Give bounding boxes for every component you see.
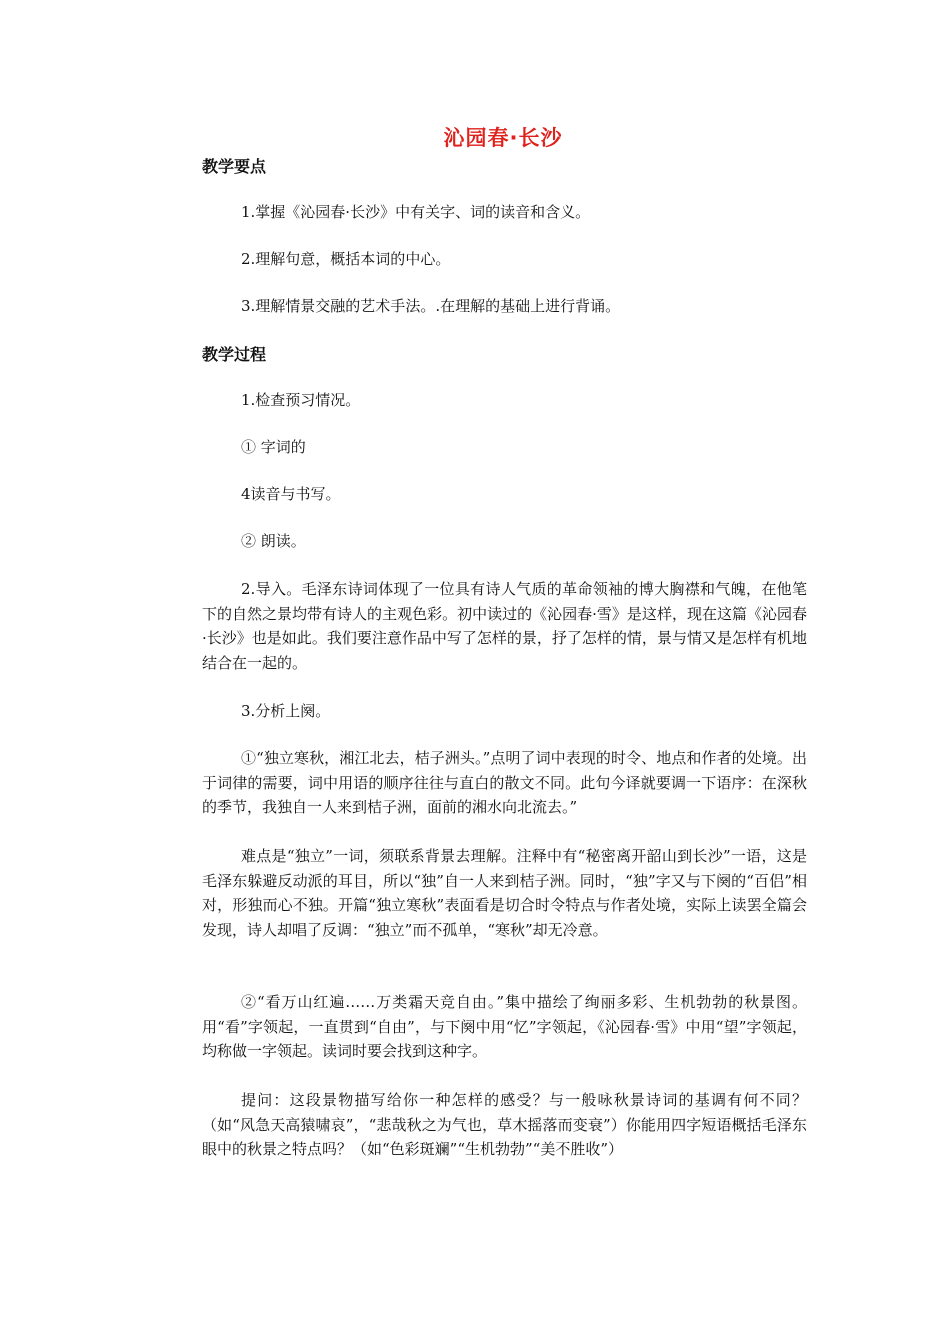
page-title: 沁园春·长沙 — [443, 126, 563, 150]
process-line: ② 朗读。 — [241, 532, 306, 550]
paragraph-analysis-2: ②“看万山红遍……万类霜天竞自由。”集中描绘了绚丽多彩、生机勃勃的秋景图。用“看”字领起，一直贯到“自由”，与下阕中用“忆”字领起，《沁园春·雪》中用“望”字领起，均称做一字领起。读词时要会找到这种字。 — [202, 993, 807, 1060]
key-point-item: 2.理解句意，概括本词的中心。 — [241, 250, 451, 268]
key-point-item: 3.理解情景交融的艺术手法。.在理解的基础上进行背诵。 — [241, 297, 621, 315]
process-line: 4读音与书写。 — [241, 485, 341, 503]
paragraph-analysis-heading: 3.分析上阕。 — [241, 702, 331, 720]
paragraph-question: 提问：这段景物描写给你一种怎样的感受？与一般咏秋景诗词的基调有何不同？（如“风急天高猿啸哀”，“悲哉秋之为气也，草木摇落而变衰”）你能用四字短语概括毛泽东眼中的秋景之特点吗？（如“色彩斑斓”“生机勃勃”“美不胜收”） — [202, 1091, 807, 1158]
paragraph-difficulty: 难点是“独立”一词，须联系背景去理解。注释中有“秘密离开韶山到长沙”一语，这是毛泽东躲避反动派的耳目，所以“独”自一人来到桔子洲。同时，“独”字又与下阕的“百侣”相对，形独而心不独。开篇“独立寒秋”表面看是切合时令特点与作者处境，实际上读罢全篇会发现，诗人却唱了反调：“独立”而不孤单，“寒秋”却无冷意。 — [202, 847, 807, 939]
key-point-item: 1.掌握《沁园春·长沙》中有关字、词的读音和含义。 — [241, 203, 591, 221]
process-line: 1.检查预习情况。 — [241, 391, 361, 409]
section-heading-process: 教学过程 — [202, 345, 267, 364]
paragraph-analysis-1: ①“独立寒秋，湘江北去，桔子洲头。”点明了词中表现的时令、地点和作者的处境。出于词律的需要，词中用语的顺序往往与直白的散文不同。此句今译就要调一下语序：在深秋的季节，我独自一人来到桔子洲，面前的湘水向北流去。” — [202, 749, 807, 816]
paragraph-intro: 2.导入。毛泽东诗词体现了一位具有诗人气质的革命领袖的博大胸襟和气魄，在他笔下的自然之景均带有诗人的主观色彩。初中读过的《沁园春·雪》是这样，现在这篇《沁园春·长沙》也是如此。我们要注意作品中写了怎样的景，抒了怎样的情，景与情又是怎样有机地结合在一起的。 — [202, 580, 807, 672]
process-line: ① 字词的 — [241, 438, 306, 456]
section-heading-key-points: 教学要点 — [202, 157, 267, 176]
